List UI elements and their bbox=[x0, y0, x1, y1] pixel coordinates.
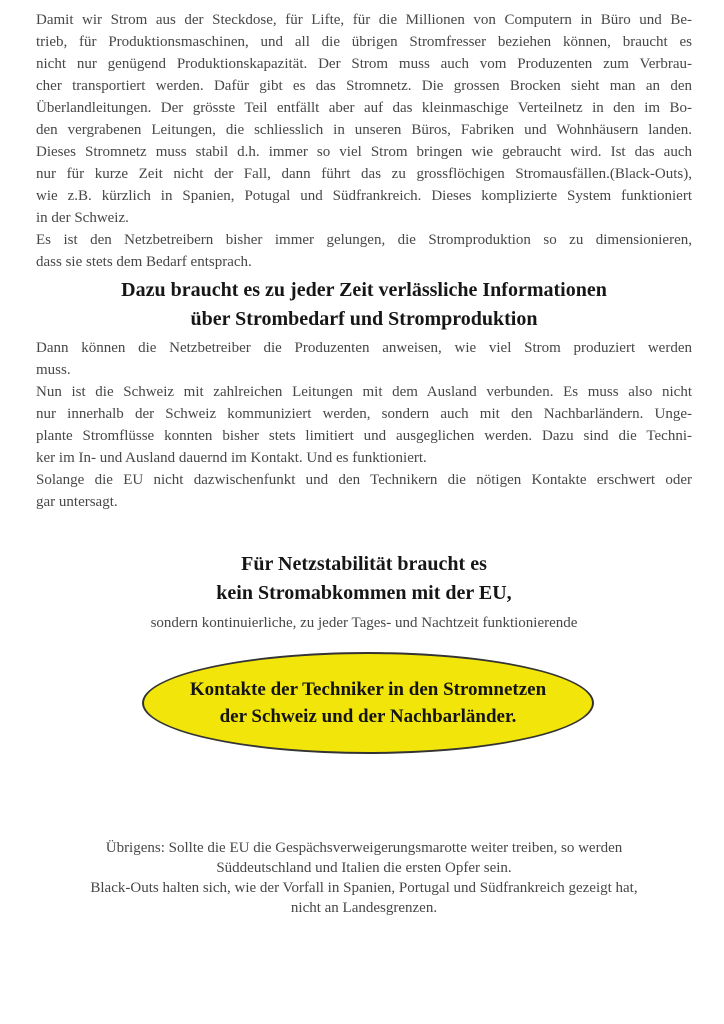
intro-paragraph bbox=[36, 9, 692, 273]
text-line: Dieses Stromnetz muss stabil d.h. immer so viel Strom bringen wie gebraucht wird. Ist das auch bbox=[36, 144, 692, 160]
text-line: trieb, für Produktionsmaschinen, und all die übrigen Stromfresser beziehen können, braucht es bbox=[36, 34, 692, 50]
heading-netzstabilitaet bbox=[36, 550, 692, 608]
text-line: gar untersagt. bbox=[36, 494, 118, 510]
text-line: wie z.B. kürzlich in Spanien, Potugal und Südfrankreich. Dieses komplizierte System funktioniert bbox=[36, 188, 692, 204]
heading-line: kein Stromabkommen mit der EU, bbox=[216, 582, 512, 604]
text-line: Dann können die Netzbetreiber die Produzenten anweisen, wie viel Strom produziert werden bbox=[36, 340, 692, 356]
heading-informationen bbox=[36, 276, 692, 334]
text-line: nur für kurze Zeit nicht der Fall, dann führt das zu grossflöchigen Stromausfällen.(Black-Outs), bbox=[36, 166, 692, 182]
footer-note bbox=[36, 838, 692, 918]
text-line: Es ist den Netzbetreibern bisher immer gelungen, die Stromproduktion so zu dimensionieren, bbox=[36, 232, 692, 248]
heading-line: Für Netzstabilität braucht es bbox=[241, 553, 487, 575]
ellipse-text-line: der Schweiz und der Nachbarländer. bbox=[219, 706, 517, 727]
footer-line: Süddeutschland und Italien die ersten Opfer sein. bbox=[216, 860, 512, 876]
footer-line: nicht an Landesgrenzen. bbox=[290, 900, 438, 916]
text-line: dass sie stets dem Bedarf entsprach. bbox=[36, 254, 252, 270]
subline-text: sondern kontinuierliche, zu jeder Tages- und Nachtzeit funktionierende bbox=[150, 615, 578, 631]
text-line: muss. bbox=[36, 362, 71, 378]
text-line: cher transportiert werden. Dafür gibt es das Stromnetz. Die grossen Brocken sieht man an den bbox=[36, 78, 692, 94]
text-line: plante Stromflüsse konnten bisher stets limitiert und ausgeglichen werden. Dazu sind die Techni- bbox=[36, 428, 692, 444]
text-line: den vergrabenen Leitungen, die schliesslich in unseren Büros, Fabriken und Wohnhäusern landen. bbox=[36, 122, 692, 138]
heading-line: Dazu braucht es zu jeder Zeit verlässliche Informationen bbox=[121, 279, 607, 301]
text-line: Solange die EU nicht dazwischenfunkt und den Technikern die nötigen Kontakte erschwert oder bbox=[36, 472, 692, 488]
text-line: nicht nur genügend Produktionskapazität. Der Strom muss auch vom Produzenten zum Verbrau- bbox=[36, 56, 692, 72]
text-line: nur innerhalb der Schweiz kommuniziert werden, sondern auch mit den Nachbarländern. Unge- bbox=[36, 406, 692, 422]
text-line: Nun ist die Schweiz mit zahlreichen Leitungen mit dem Ausland verbunden. Es muss also nicht bbox=[36, 384, 692, 400]
footer-line: Übrigens: Sollte die EU die Gespächsverweigerungsmarotte weiter treiben, so werden bbox=[105, 840, 623, 856]
footer-line: Black-Outs halten sich, wie der Vorfall in Spanien, Portugal und Südfrankreich gezeigt hat, bbox=[90, 880, 638, 896]
text-line: in der Schweiz. bbox=[36, 210, 129, 226]
ellipse-container bbox=[36, 652, 692, 754]
middle-paragraph bbox=[36, 337, 692, 513]
ellipse-text-line: Kontakte der Techniker in den Stromnetzen bbox=[189, 679, 547, 700]
text-line: Überlandleitungen. Der grösste Teil entfällt aber auf das kleinmaschige Verteilnetz in den im Bo- bbox=[36, 100, 692, 116]
highlight-ellipse bbox=[142, 652, 594, 754]
text-line: ker im In- und Ausland dauernd im Kontakt. Und es funktioniert. bbox=[36, 450, 427, 466]
heading-line: über Strombedarf und Stromproduktion bbox=[190, 308, 538, 330]
text-line: Damit wir Strom aus der Steckdose, für Lifte, für die Millionen von Computern in Büro und Be- bbox=[36, 12, 692, 28]
